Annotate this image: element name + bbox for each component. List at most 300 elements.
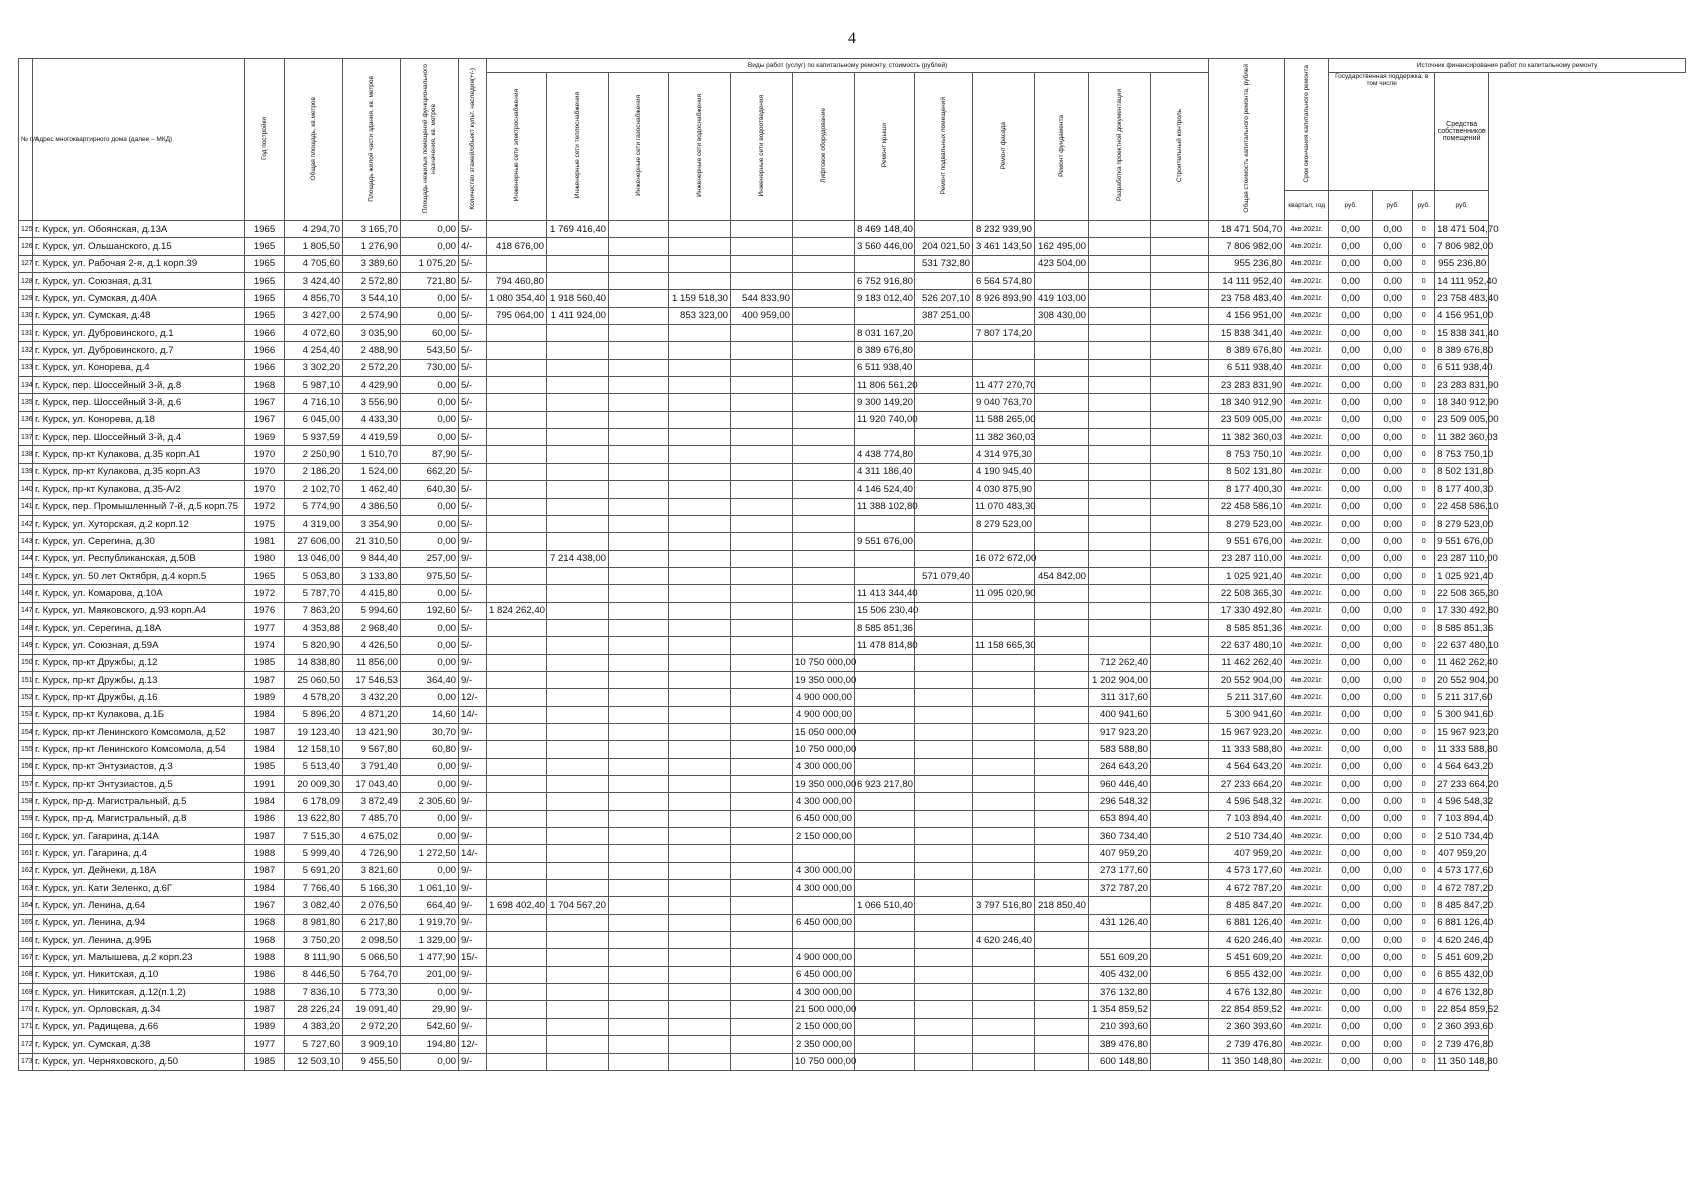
row-regional: 0,00: [1373, 429, 1413, 446]
row-nonliving-area: 1 329,00: [401, 932, 459, 949]
row-work-cost: [487, 342, 547, 359]
row-work-cost: [487, 429, 547, 446]
row-work-cost: [547, 984, 609, 1001]
row-number: 134: [19, 377, 33, 394]
row-work-cost: [609, 914, 669, 931]
row-address: г. Курск, ул. 50 лет Октября, д.4 корп.5: [33, 567, 245, 584]
row-work-cost: [855, 307, 915, 324]
row-work-cost: [669, 429, 731, 446]
row-fund: 0,00: [1329, 776, 1373, 793]
row-total-area: 4 319,00: [285, 515, 343, 532]
row-work-cost: [1151, 602, 1209, 619]
row-work-cost: [973, 706, 1035, 723]
row-living-area: 3 165,70: [343, 221, 401, 238]
row-work-cost: [973, 359, 1035, 376]
row-work-cost: [1151, 689, 1209, 706]
table-row: [19, 255, 1686, 272]
row-work-cost: [973, 533, 1035, 550]
row-work-cost: [609, 654, 669, 671]
row-work-cost: [1089, 619, 1151, 636]
row-work-cost: [547, 810, 609, 827]
row-work-cost: [609, 533, 669, 550]
row-nonliving-area: 542,60: [401, 1018, 459, 1035]
row-sum: 8 502 131,80: [1209, 463, 1285, 480]
row-municipal: 0: [1413, 515, 1435, 532]
row-work-cost: [1035, 515, 1089, 532]
row-work-cost: 7 807 174,20: [973, 325, 1035, 342]
row-floors: 9/-: [459, 1001, 487, 1018]
row-work-cost: [731, 446, 793, 463]
row-year: 1965: [245, 307, 285, 324]
row-nonliving-area: 60,80: [401, 741, 459, 758]
row-number: 155: [19, 741, 33, 758]
row-work-cost: [1151, 862, 1209, 879]
row-living-area: 2 574,90: [343, 307, 401, 324]
row-work-cost: [915, 533, 973, 550]
row-term: 4кв.2021г.: [1285, 273, 1329, 290]
row-work-cost: 162 495,00: [1035, 238, 1089, 255]
row-sum: 27 233 664,20: [1209, 776, 1285, 793]
row-floors: 9/-: [459, 897, 487, 914]
row-work-cost: [609, 966, 669, 983]
table-row: [19, 307, 1686, 324]
row-work-cost: [1035, 1001, 1089, 1018]
row-work-cost: [487, 411, 547, 428]
row-sum: 4 672 787,20: [1209, 880, 1285, 897]
row-fund: 0,00: [1329, 1053, 1373, 1070]
row-living-area: 19 091,40: [343, 1001, 401, 1018]
row-address: г. Курск, ул. Рабочая 2-я, д.1 корп.39: [33, 255, 245, 272]
row-work-cost: [855, 1053, 915, 1070]
row-total-area: 12 158,10: [285, 741, 343, 758]
row-sum: 5 211 317,60: [1209, 689, 1285, 706]
row-work-cost: [915, 637, 973, 654]
row-work-cost: [669, 776, 731, 793]
row-work-cost: [609, 359, 669, 376]
row-work-cost: [855, 515, 915, 532]
row-total-area: 14 838,80: [285, 654, 343, 671]
row-work-cost: [487, 255, 547, 272]
row-work-cost: [547, 637, 609, 654]
row-work-cost: [1089, 463, 1151, 480]
row-work-cost: [915, 1036, 973, 1053]
row-term: 4кв.2021г.: [1285, 897, 1329, 914]
row-living-area: 1 524,00: [343, 463, 401, 480]
row-floors: 9/-: [459, 984, 487, 1001]
row-work-cost: [793, 567, 855, 584]
row-floors: 9/-: [459, 932, 487, 949]
row-work-cost: [669, 689, 731, 706]
row-work-cost: [1151, 845, 1209, 862]
row-work-cost: [1035, 723, 1089, 740]
row-owners: 8 485 847,20: [1435, 897, 1489, 914]
row-living-area: 5 773,30: [343, 984, 401, 1001]
row-fund: 0,00: [1329, 602, 1373, 619]
row-work-cost: [855, 828, 915, 845]
row-work-cost: [487, 862, 547, 879]
row-regional: 0,00: [1373, 706, 1413, 723]
row-term: 4кв.2021г.: [1285, 1036, 1329, 1053]
row-work-cost: [793, 221, 855, 238]
row-number: 148: [19, 619, 33, 636]
row-address: г. Курск, ул. Дейнеки, д.18А: [33, 862, 245, 879]
row-floors: 5/-: [459, 411, 487, 428]
row-term: 4кв.2021г.: [1285, 723, 1329, 740]
row-work-cost: [1089, 446, 1151, 463]
row-regional: 0,00: [1373, 290, 1413, 307]
row-year: 1968: [245, 914, 285, 931]
row-nonliving-area: 1 061,10: [401, 880, 459, 897]
row-number: 136: [19, 411, 33, 428]
header-deadline: Срок окончания капитального ремонта: [1302, 64, 1310, 183]
row-number: 127: [19, 255, 33, 272]
row-work-cost: 273 177,60: [1089, 862, 1151, 879]
row-work-cost: 8 031 167,20: [855, 325, 915, 342]
row-work-cost: [609, 1053, 669, 1070]
row-address: г. Курск, ул. Обоянская, д.13А: [33, 221, 245, 238]
row-year: 1968: [245, 932, 285, 949]
table-row: [19, 325, 1686, 342]
header-living-area: Площадь жилой части здания, кв. метров: [367, 75, 375, 202]
row-floors: 9/-: [459, 810, 487, 827]
table-row: [19, 1036, 1686, 1053]
row-term: 4кв.2021г.: [1285, 498, 1329, 515]
row-work-cost: [731, 411, 793, 428]
row-work-cost: 3 461 143,50: [973, 238, 1035, 255]
row-work-cost: [669, 1018, 731, 1035]
row-work-cost: [855, 741, 915, 758]
row-work-cost: [1035, 585, 1089, 602]
row-regional: 0,00: [1373, 758, 1413, 775]
row-nonliving-area: 664,40: [401, 897, 459, 914]
row-work-cost: [669, 359, 731, 376]
row-address: г. Курск, ул. Республиканская, д.50В: [33, 550, 245, 567]
row-municipal: 0: [1413, 429, 1435, 446]
row-owners: 955 236,80: [1435, 255, 1489, 272]
row-work-cost: [1035, 654, 1089, 671]
row-work-cost: 11 588 265,00: [973, 411, 1035, 428]
row-year: 1981: [245, 533, 285, 550]
table-row: [19, 533, 1686, 550]
row-work-cost: [1089, 567, 1151, 584]
row-municipal: 0: [1413, 793, 1435, 810]
row-work-cost: [855, 550, 915, 567]
row-owners: 4 676 132,80: [1435, 984, 1489, 1001]
row-fund: 0,00: [1329, 723, 1373, 740]
row-nonliving-area: 0,00: [401, 810, 459, 827]
row-living-area: 3 909,10: [343, 1036, 401, 1053]
row-work-cost: [1035, 776, 1089, 793]
row-term: 4кв.2021г.: [1285, 602, 1329, 619]
row-owners: 8 389 676,80: [1435, 342, 1489, 359]
row-work-cost: [731, 533, 793, 550]
row-work-cost: [731, 481, 793, 498]
row-work-cost: [731, 1053, 793, 1070]
table-row: [19, 689, 1686, 706]
row-fund: 0,00: [1329, 828, 1373, 845]
row-nonliving-area: 662,20: [401, 463, 459, 480]
row-work-cost: [1035, 394, 1089, 411]
row-work-cost: [547, 1053, 609, 1070]
row-work-cost: [915, 550, 973, 567]
row-number: 133: [19, 359, 33, 376]
row-nonliving-area: 364,40: [401, 671, 459, 688]
header-work-heat: Инженерные сети теплоснабжения: [573, 92, 581, 199]
row-total-area: 5 820,90: [285, 637, 343, 654]
row-work-cost: [1035, 359, 1089, 376]
row-living-area: 5 066,50: [343, 949, 401, 966]
row-living-area: 3 544,10: [343, 290, 401, 307]
row-number: 164: [19, 897, 33, 914]
header-owners: Средства собственников помещений: [1435, 73, 1489, 191]
row-work-cost: 21 500 000,00: [793, 1001, 855, 1018]
table-header: [19, 59, 1686, 221]
header-address: Адрес многоквартирного дома (далее – МКД): [33, 59, 245, 221]
row-address: г. Курск, ул. Никитская, д.12(п.1,2): [33, 984, 245, 1001]
row-work-cost: [547, 689, 609, 706]
row-work-cost: 1 824 262,40: [487, 602, 547, 619]
row-sum: 23 758 483,40: [1209, 290, 1285, 307]
row-work-cost: [669, 238, 731, 255]
row-work-cost: [487, 446, 547, 463]
row-total-area: 3 082,40: [285, 897, 343, 914]
row-floors: 5/-: [459, 221, 487, 238]
row-total-area: 4 578,20: [285, 689, 343, 706]
row-year: 1970: [245, 446, 285, 463]
row-living-area: 5 166,30: [343, 880, 401, 897]
row-work-cost: [731, 932, 793, 949]
row-fund: 0,00: [1329, 741, 1373, 758]
row-work-cost: [973, 741, 1035, 758]
row-work-cost: [731, 429, 793, 446]
row-term: 4кв.2021г.: [1285, 776, 1329, 793]
row-sum: 8 389 676,80: [1209, 342, 1285, 359]
row-work-cost: [547, 255, 609, 272]
row-owners: 15 967 923,20: [1435, 723, 1489, 740]
row-address: г. Курск, пр-д. Магистральный, д.8: [33, 810, 245, 827]
row-work-cost: [793, 481, 855, 498]
row-work-cost: [1089, 273, 1151, 290]
row-municipal: 0: [1413, 567, 1435, 584]
row-fund: 0,00: [1329, 706, 1373, 723]
row-regional: 0,00: [1373, 619, 1413, 636]
row-regional: 0,00: [1373, 221, 1413, 238]
row-year: 1977: [245, 1036, 285, 1053]
row-municipal: 0: [1413, 325, 1435, 342]
row-work-cost: 583 588,80: [1089, 741, 1151, 758]
row-regional: 0,00: [1373, 776, 1413, 793]
row-work-cost: [1035, 689, 1089, 706]
row-work-cost: [915, 810, 973, 827]
row-work-cost: 296 548,32: [1089, 793, 1151, 810]
row-fund: 0,00: [1329, 845, 1373, 862]
row-work-cost: [669, 984, 731, 1001]
row-owners: 1 025 921,40: [1435, 567, 1489, 584]
row-living-area: 5 764,70: [343, 966, 401, 983]
row-fund: 0,00: [1329, 481, 1373, 498]
row-work-cost: [547, 654, 609, 671]
row-owners: 23 283 831,90: [1435, 377, 1489, 394]
row-work-cost: [915, 1053, 973, 1070]
row-work-cost: [487, 498, 547, 515]
row-work-cost: [669, 377, 731, 394]
table-row: [19, 741, 1686, 758]
row-nonliving-area: 0,00: [401, 862, 459, 879]
row-fund: 0,00: [1329, 550, 1373, 567]
row-work-cost: [731, 862, 793, 879]
row-living-area: 3 035,90: [343, 325, 401, 342]
row-work-cost: [1151, 723, 1209, 740]
row-work-cost: [915, 776, 973, 793]
row-work-cost: [1151, 949, 1209, 966]
row-work-cost: 218 850,40: [1035, 897, 1089, 914]
header-sources-group: Источник финансирования работ по капитальному ремонту: [1329, 59, 1686, 73]
row-work-cost: [547, 914, 609, 931]
row-work-cost: [731, 723, 793, 740]
row-floors: 9/-: [459, 1018, 487, 1035]
row-work-cost: 853 323,00: [669, 307, 731, 324]
row-work-cost: [855, 689, 915, 706]
row-work-cost: [669, 325, 731, 342]
row-living-area: 1 462,40: [343, 481, 401, 498]
row-work-cost: [1089, 342, 1151, 359]
row-owners: 11 382 360,03: [1435, 429, 1489, 446]
row-work-cost: [855, 949, 915, 966]
row-sum: 2 360 393,60: [1209, 1018, 1285, 1035]
row-regional: 0,00: [1373, 671, 1413, 688]
row-work-cost: 19 350 000,00: [793, 671, 855, 688]
header-work-control: Строительный контроль: [1175, 108, 1183, 183]
row-municipal: 0: [1413, 446, 1435, 463]
row-municipal: 0: [1413, 342, 1435, 359]
row-total-area: 5 774,90: [285, 498, 343, 515]
row-municipal: 0: [1413, 290, 1435, 307]
row-work-cost: [669, 723, 731, 740]
row-year: 1977: [245, 619, 285, 636]
row-work-cost: [915, 221, 973, 238]
row-work-cost: [609, 377, 669, 394]
row-living-area: 13 421,90: [343, 723, 401, 740]
row-work-cost: [793, 446, 855, 463]
row-work-cost: [1035, 619, 1089, 636]
row-owners: 4 620 246,40: [1435, 932, 1489, 949]
row-owners: 5 451 609,20: [1435, 949, 1489, 966]
row-work-cost: [487, 619, 547, 636]
row-total-area: 8 981,80: [285, 914, 343, 931]
row-fund: 0,00: [1329, 758, 1373, 775]
row-sum: 4 156 951,00: [1209, 307, 1285, 324]
row-work-cost: [1151, 307, 1209, 324]
table-row: [19, 429, 1686, 446]
row-regional: 0,00: [1373, 481, 1413, 498]
row-work-cost: [731, 585, 793, 602]
row-municipal: 0: [1413, 689, 1435, 706]
row-work-cost: 2 150 000,00: [793, 828, 855, 845]
row-total-area: 5 691,20: [285, 862, 343, 879]
row-total-area: 2 250,90: [285, 446, 343, 463]
row-sum: 407 959,20: [1209, 845, 1285, 862]
row-work-cost: [609, 446, 669, 463]
row-work-cost: [1151, 221, 1209, 238]
row-work-cost: [547, 723, 609, 740]
row-owners: 20 552 904,00: [1435, 671, 1489, 688]
table-row: [19, 463, 1686, 480]
row-number: 126: [19, 238, 33, 255]
row-work-cost: [547, 342, 609, 359]
row-work-cost: [669, 411, 731, 428]
row-work-cost: [855, 567, 915, 584]
row-owners: 4 573 177,60: [1435, 862, 1489, 879]
row-work-cost: [1151, 463, 1209, 480]
row-work-cost: [973, 810, 1035, 827]
row-number: 163: [19, 880, 33, 897]
row-work-cost: [609, 1018, 669, 1035]
header-work-design: Разработка проектной документации: [1115, 89, 1123, 202]
table-row: [19, 1018, 1686, 1035]
row-work-cost: [793, 932, 855, 949]
row-work-cost: 11 920 740,00: [855, 411, 915, 428]
row-work-cost: [793, 637, 855, 654]
row-nonliving-area: 0,00: [401, 689, 459, 706]
row-number: 138: [19, 446, 33, 463]
row-work-cost: [1151, 776, 1209, 793]
table-row: [19, 1053, 1686, 1070]
row-work-cost: [793, 273, 855, 290]
row-work-cost: [855, 932, 915, 949]
row-work-cost: [487, 810, 547, 827]
row-work-cost: 204 021,50: [915, 238, 973, 255]
row-number: 173: [19, 1053, 33, 1070]
row-nonliving-area: 201,00: [401, 966, 459, 983]
row-work-cost: 4 300 000,00: [793, 880, 855, 897]
row-work-cost: [669, 515, 731, 532]
row-sum: 8 279 523,00: [1209, 515, 1285, 532]
row-municipal: 0: [1413, 984, 1435, 1001]
row-work-cost: [1151, 810, 1209, 827]
row-municipal: 0: [1413, 394, 1435, 411]
row-work-cost: [609, 776, 669, 793]
row-fund: 0,00: [1329, 446, 1373, 463]
table-row: [19, 602, 1686, 619]
row-work-cost: [793, 619, 855, 636]
row-owners: 23 287 110,00: [1435, 550, 1489, 567]
row-number: 156: [19, 758, 33, 775]
row-nonliving-area: 0,00: [401, 429, 459, 446]
row-address: г. Курск, ул. Сумская, д.40А: [33, 290, 245, 307]
row-work-cost: [609, 273, 669, 290]
row-sum: 23 283 831,90: [1209, 377, 1285, 394]
row-address: г. Курск, ул. Орловская, д.34: [33, 1001, 245, 1018]
row-work-cost: [973, 671, 1035, 688]
row-work-cost: [855, 966, 915, 983]
row-regional: 0,00: [1373, 463, 1413, 480]
row-fund: 0,00: [1329, 984, 1373, 1001]
row-owners: 22 854 859,52: [1435, 1001, 1489, 1018]
row-term: 4кв.2021г.: [1285, 290, 1329, 307]
row-floors: 4/-: [459, 238, 487, 255]
row-nonliving-area: 0,00: [401, 377, 459, 394]
row-work-cost: [1035, 221, 1089, 238]
row-municipal: 0: [1413, 1036, 1435, 1053]
row-work-cost: [547, 533, 609, 550]
row-work-cost: [1035, 411, 1089, 428]
row-floors: 9/-: [459, 654, 487, 671]
row-floors: 5/-: [459, 290, 487, 307]
row-work-cost: [915, 914, 973, 931]
row-regional: 0,00: [1373, 845, 1413, 862]
row-owners: 4 596 548,32: [1435, 793, 1489, 810]
row-sum: 18 340 912,90: [1209, 394, 1285, 411]
